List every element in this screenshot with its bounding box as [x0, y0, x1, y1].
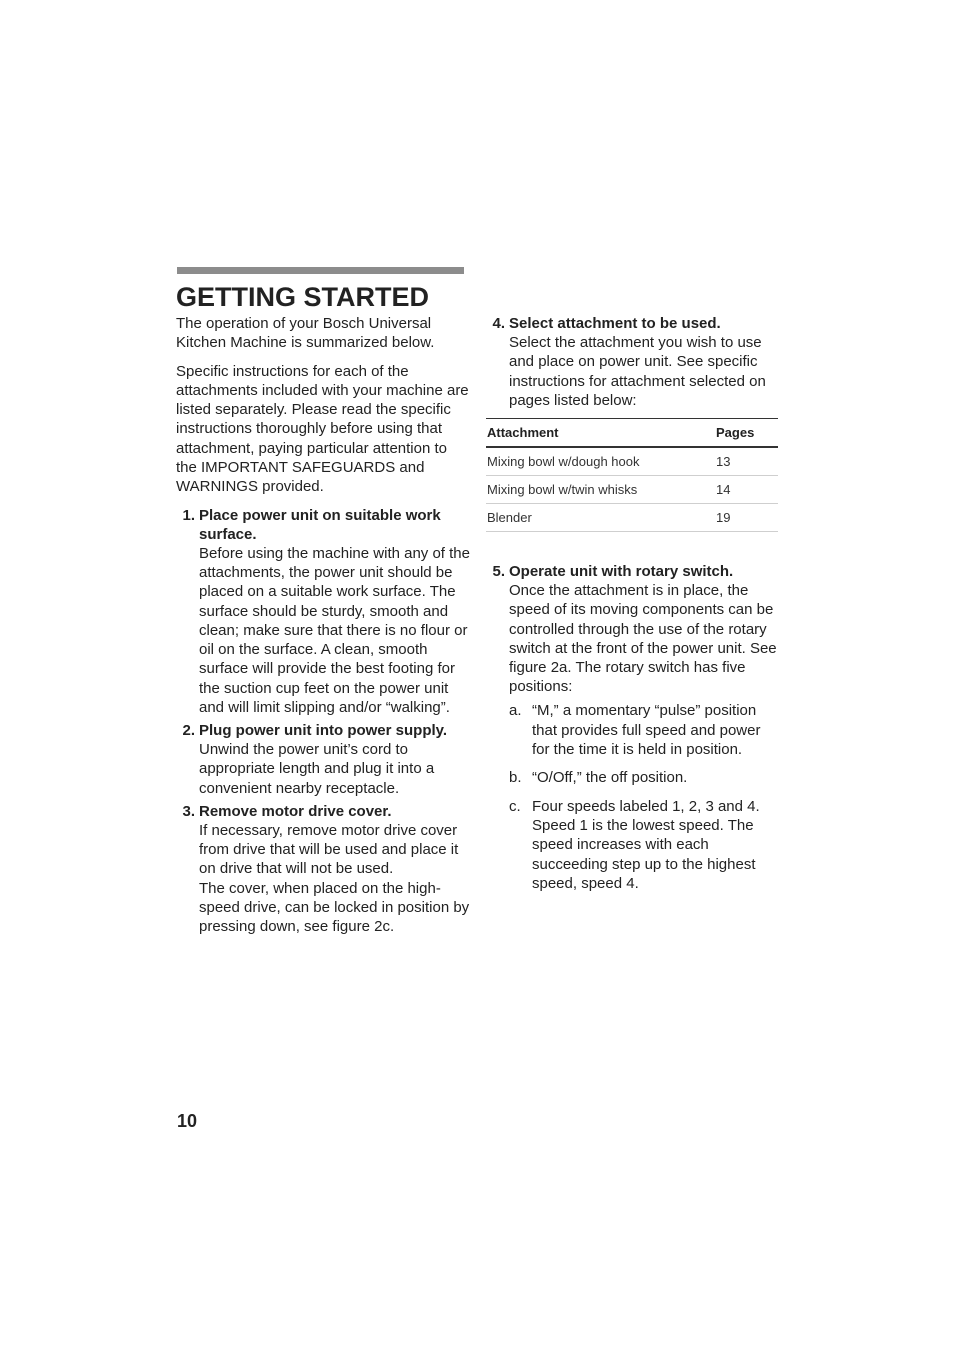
step-number: 4. — [492, 315, 505, 332]
step-4 — [486, 314, 781, 410]
step-3 — [176, 802, 471, 936]
position-item-b — [509, 768, 781, 787]
position-letter: c. — [509, 797, 521, 815]
pages-cell: 19 — [716, 504, 778, 532]
header-rule — [177, 267, 464, 274]
step-1 — [176, 506, 471, 717]
table-header-row — [486, 419, 778, 448]
attachment-table — [486, 418, 778, 532]
position-text: Four speeds labeled 1, 2, 3 and 4. Speed 1 is the lowest speed. The speed increases with each succeeding step up to the highest speed, speed 4. — [532, 797, 760, 892]
step-text: Before using the machine with any of the attachments, the power unit should be placed on a suitable work surface. The surface should be sturdy, smooth and clean; make sure that there is no flour or oil on the surface. A clean, smooth surface will provide the best footing for the suction cup feet on the power unit and will limit slipping and/or “walking”. — [199, 545, 470, 716]
position-letter: a. — [509, 702, 522, 720]
step-5 — [486, 562, 781, 893]
position-text: “O/Off,” the off position. — [532, 769, 688, 787]
step-number: 5. — [492, 563, 505, 581]
step-text: Select the attachment you wish to use and place on power unit. See specific instructions for attachment selected on pages listed below: — [509, 334, 766, 409]
attachment-cell: Mixing bowl w/twin whisks — [486, 476, 716, 504]
right-column — [486, 314, 781, 893]
step-number: 2. — [182, 721, 195, 739]
position-item-a — [509, 701, 781, 759]
pages-cell: 13 — [716, 447, 778, 476]
position-text: “M,” a momentary “pulse” position that provides full speed and power for the time it is held in position. — [532, 702, 761, 759]
step-text: Unwind the power unit’s cord to appropriate length and plug it into a convenient nearby receptacle. — [199, 741, 435, 797]
step-number: 3. — [182, 802, 195, 820]
column-header-attachment: Attachment — [486, 419, 716, 448]
step-number: 1. — [182, 506, 195, 524]
step-heading: Remove motor drive cover. — [199, 802, 392, 820]
position-letter: b. — [509, 769, 522, 787]
intro-paragraph-1: The operation of your Bosch Universal Kitchen Machine is summarized below. — [176, 315, 435, 352]
step-text: If necessary, remove motor drive cover from drive that will be used and place it on drive that will not be used. The cover, when placed on the high-speed drive, can be locked in position by pressing down, see figure 2c. — [199, 821, 470, 935]
table-row — [486, 476, 778, 504]
table-row — [486, 447, 778, 476]
table-row — [486, 504, 778, 532]
page-number: 10 — [177, 1111, 198, 1131]
step-heading: Place power unit on suitable work surface. — [199, 506, 441, 543]
attachment-cell: Blender — [486, 504, 716, 532]
step-heading: Select attachment to be used. — [509, 315, 721, 332]
step-2 — [176, 721, 471, 798]
step-heading: Plug power unit into power supply. — [199, 721, 448, 739]
pages-cell: 14 — [716, 476, 778, 504]
step-text: Once the attachment is in place, the speed of its moving components can be controlled through the use of the rotary switch at the front of the power unit. See figure 2a. The rotary switch has five positions: — [509, 582, 777, 696]
page-title: GETTING STARTED — [176, 282, 429, 312]
step-heading: Operate unit with rotary switch. — [509, 563, 734, 581]
left-column — [176, 314, 471, 936]
position-item-c — [509, 797, 781, 893]
column-header-pages: Pages — [716, 419, 778, 448]
attachment-cell: Mixing bowl w/dough hook — [486, 447, 716, 476]
intro-paragraph-2: Specific instructions for each of the attachments included with your machine are listed separately. Please read the specific instructions thoroughly before using that attachment, paying particular attention to the IMPORTANT SAFEGUARDS and WARNINGS provided. — [176, 362, 469, 496]
